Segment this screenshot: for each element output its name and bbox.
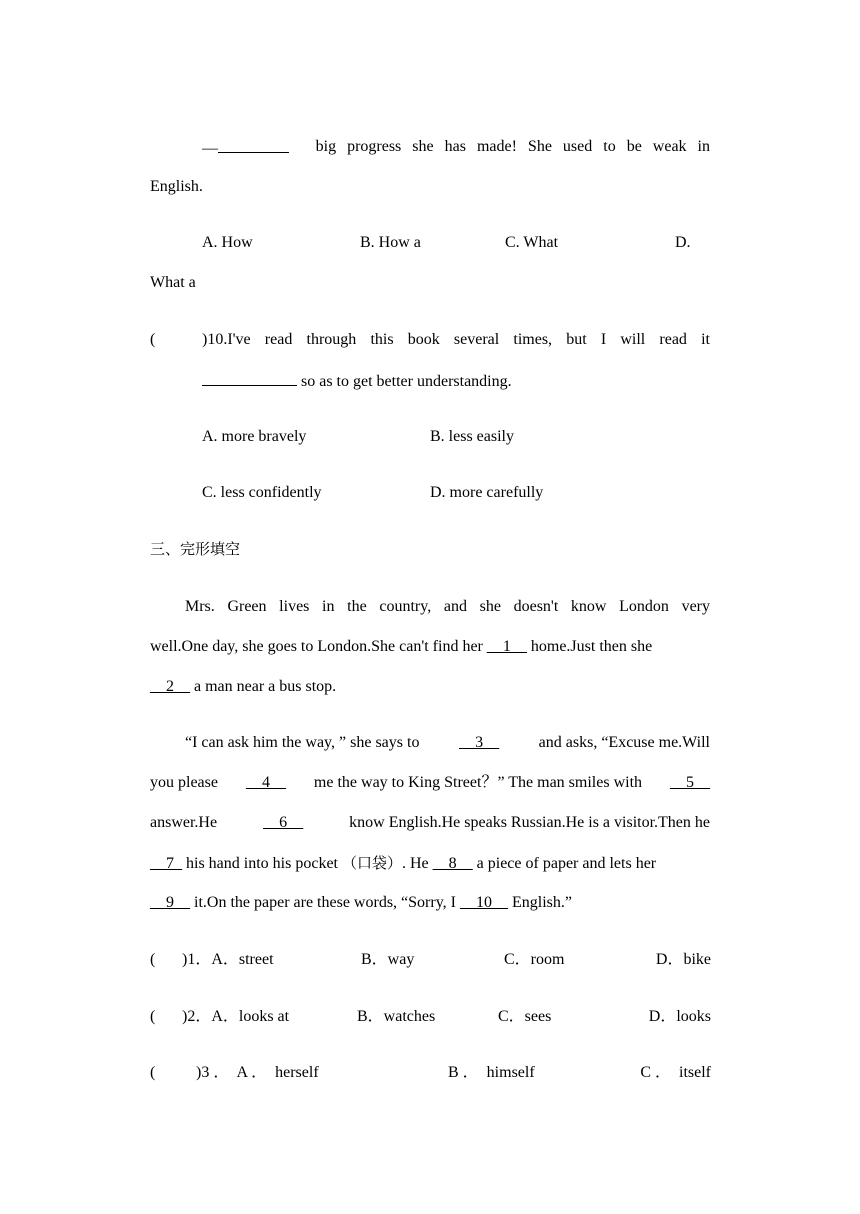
blank-5: __5__ — [669, 774, 710, 791]
q10-stem-line1: )10.I've read through this book several times, but I will read it — [202, 331, 710, 348]
blank-3: __3__ — [459, 734, 500, 751]
q10-stem-line2 — [202, 370, 512, 392]
q9-option-c: C. What — [505, 234, 559, 251]
blank-8: __8__ — [432, 855, 473, 872]
passage-p2-line1: “I can ask him the way, ” she says to __3__ and asks, “Excuse me.Will — [185, 734, 710, 751]
q10-paren: ( — [150, 331, 156, 348]
passage-p1-line3: __2__ a man near a bus stop. — [150, 678, 337, 695]
q10-option-a: A. more bravely — [202, 428, 307, 445]
passage-p2-line5: __9__ it.On the paper are these words, “Sorry, I __10__ English.” — [150, 894, 572, 911]
passage-p2-line4: __7_ his hand into his pocket （口袋）. He __8__ a piece of paper and lets her — [150, 854, 657, 872]
q9-stem-line1 — [202, 137, 710, 159]
cloze-question-1: ( )1．A．street B．way C．room D．bike — [150, 951, 711, 968]
q9-option-d-cont: What a — [150, 274, 196, 291]
blank-4: __4__ — [245, 774, 286, 791]
q9-option-d: D. — [675, 234, 691, 251]
blank-1: __1__ — [486, 638, 527, 655]
q9-option-b: B. How a — [360, 234, 421, 251]
blank-10: __10__ — [459, 894, 508, 911]
q9-dash-blank: — — [202, 137, 289, 159]
blank-2: __2__ — [150, 678, 190, 695]
passage-p1-line2: well.One day, she goes to London.She can't find her __1__ home.Just then she — [150, 638, 653, 655]
q10-answer-blank — [202, 370, 297, 386]
q9-stem-text: big progress she has made! She used to be weak in — [315, 138, 710, 155]
cloze-question-2: ( )2．A．looks at B．watches C．sees D．looks — [150, 1008, 711, 1025]
passage-p1-line1: Mrs. Green lives in the country, and she doesn't know London very — [185, 598, 710, 615]
q10-option-d: D. more carefully — [430, 484, 544, 501]
blank-6: __6__ — [263, 814, 304, 831]
q10-option-c: C. less confidently — [202, 484, 322, 501]
q10-option-b: B. less easily — [430, 428, 514, 445]
cloze-question-3: ( )3 ． A ． herself B ． himself C ． itself — [150, 1064, 711, 1081]
q10-stem-line2-text: so as to get better understanding. — [297, 373, 512, 390]
q9-stem-line2: English. — [150, 178, 203, 195]
q9-option-a: A. How — [202, 234, 253, 251]
section-title: 三、完形填空 — [150, 540, 241, 558]
passage-p2-line3: answer.He __6__ know English.He speaks Russian.He is a visitor.Then he — [150, 814, 710, 831]
passage-p2-line2: you please __4__ me the way to King Street？” The man smiles with __5__ — [150, 774, 710, 791]
blank-7: __7_ — [150, 855, 182, 872]
blank-9: __9__ — [150, 894, 190, 911]
